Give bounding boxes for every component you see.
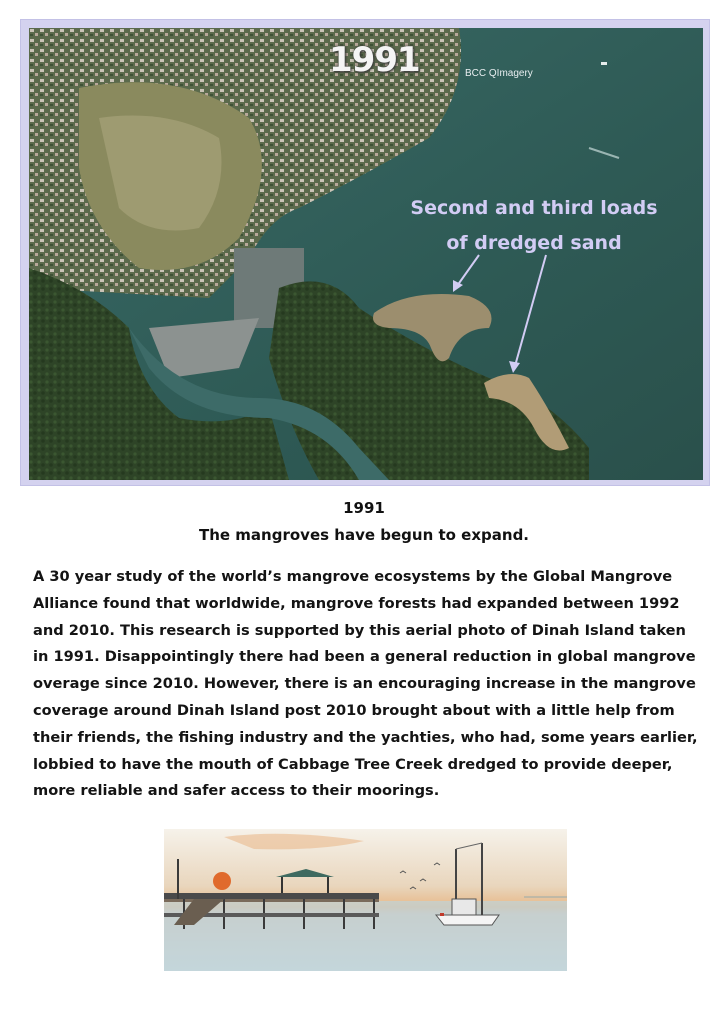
photo-year-label: 1991 [329, 40, 420, 80]
photo-credit: BCC QImagery [465, 68, 533, 79]
body-paragraph: A 30 year study of the world’s mangrove ecosystems by the Global Mangrove Alliance found that worldwide, mangrove forests had expanded between 1992 and 2010. This research is supported by this aerial photo of Dinah Island taken in 1991. Disappointingly there had been a general reduction in global mangrove overage since 2010. However, there is an encouraging increase in the mangrove coverage around Dinah Island post 2010 brought about with a little help from their friends, the fishing industry and the yachties, who had, some years earlier, lobbied to have the mouth of Cabbage Tree Creek dredged to provide deeper, more reliable and safer access to their moorings. [33, 568, 698, 800]
annotation-line2: of dredged sand [446, 232, 622, 254]
caption-year: 1991 [343, 499, 385, 517]
dredged-sand-annotation [404, 191, 664, 261]
aerial-photo [29, 28, 703, 480]
annotation-line1: Second and third loads [410, 197, 658, 219]
jetty-painting-art [164, 829, 567, 971]
jetty-painting [164, 829, 567, 971]
caption-subtitle: The mangroves have begun to expand. [199, 526, 529, 544]
